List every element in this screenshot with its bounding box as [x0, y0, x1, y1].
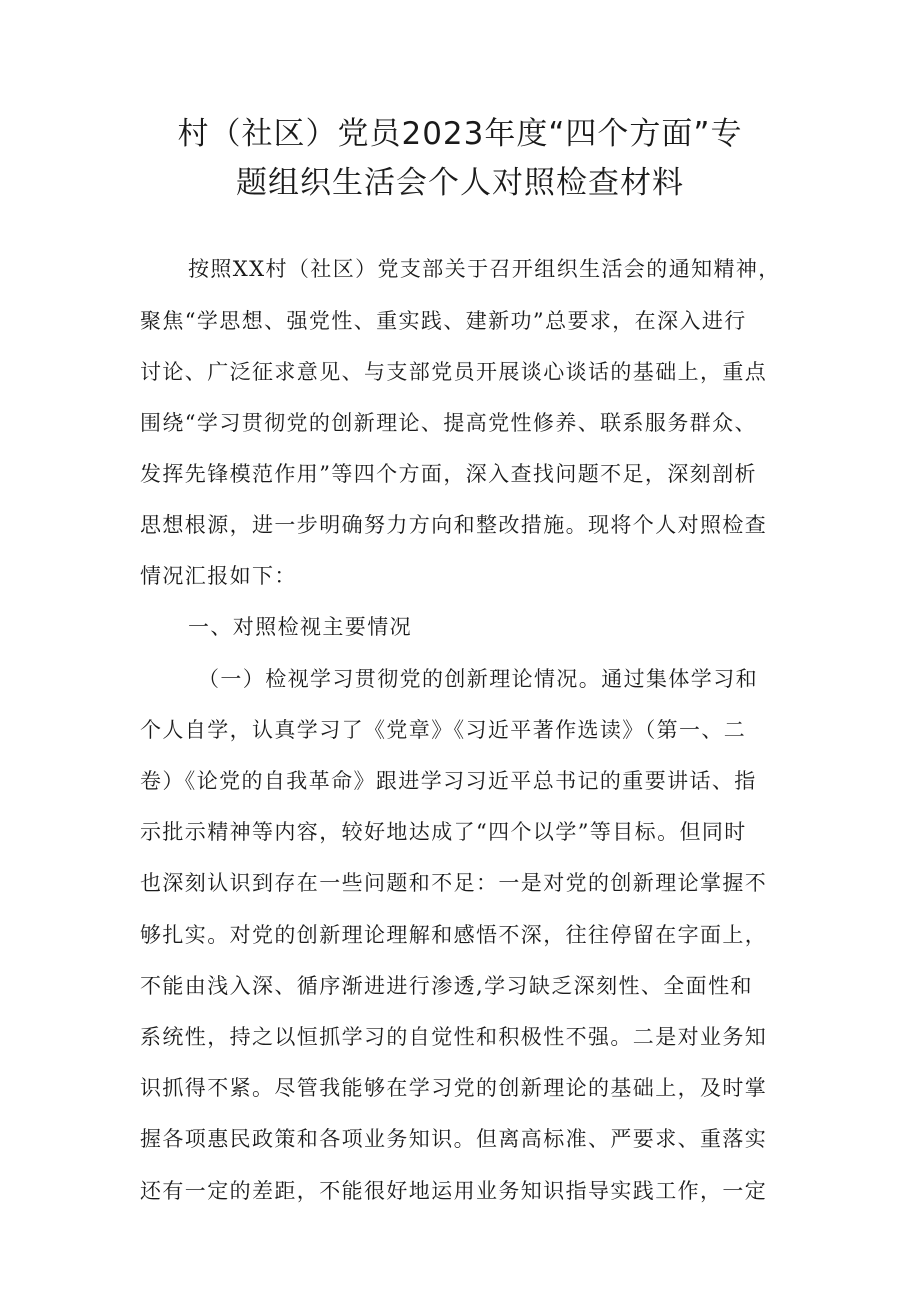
body-line-2: 聚焦“学思想、强党性、重实践、建新功”总要求，在深入进行 — [140, 309, 747, 333]
body-line-16: 系统性，持之以恒抓学习的自觉性和积极性不强。二是对业务知 — [140, 1025, 768, 1049]
body-line-13: 也深刻认识到存在一些问题和不足：一是对党的创新理论掌握不 — [140, 871, 768, 895]
subsection-heading-1: （一）检视学习贯彻党的创新理论情况。通过集体学习和 — [198, 667, 758, 691]
body-line-15: 不能由浅入深、循序渐进进行渗透,学习缺乏深刻性、全面性和 — [140, 974, 753, 998]
document-title-line-1: 村（社区）党员2023年度“四个方面”专 — [177, 116, 743, 152]
body-line-7: 情况汇报如下： — [140, 564, 297, 588]
body-line-12: 示批示精神等内容，较好地达成了“四个以学”等目标。但同时 — [140, 820, 747, 844]
body-line-17: 识抓得不紧。尽管我能够在学习党的创新理论的基础上，及时掌 — [140, 1076, 768, 1100]
body-line-10: 个人自学，认真学习了《党章》《习近平著作选读》（第一、二 — [140, 718, 747, 742]
body-line-14: 够扎实。对党的创新理论理解和感悟不深，往往停留在字面上， — [140, 923, 768, 947]
body-line-11: 卷）《论党的自我革命》跟进学习习近平总书记的重要讲话、指 — [140, 769, 757, 793]
document-title-line-2: 题组织生活会个人对照检查材料 — [236, 165, 684, 201]
body-line-3: 讨论、广泛征求意见、与支部党员开展谈心谈话的基础上，重点 — [140, 360, 768, 384]
section-heading-1: 一、对照检视主要情况 — [188, 615, 412, 639]
body-line-19: 还有一定的差距，不能很好地运用业务知识指导实践工作，一定 — [140, 1179, 768, 1203]
body-line-18: 握各项惠民政策和各项业务知识。但离高标准、严要求、重落实 — [140, 1127, 768, 1151]
body-line-1: 按照XX村（社区）党支部关于召开组织生活会的通知精神， — [188, 257, 781, 281]
body-line-5: 发挥先锋模范作用”等四个方面，深入查找问题不足，深刻剖析 — [140, 462, 757, 486]
body-line-4: 围绕“学习贯彻党的创新理论、提高党性修养、联系服务群众、 — [140, 411, 757, 435]
body-line-6: 思想根源，进一步明确努力方向和整改措施。现将个人对照检查 — [140, 513, 768, 537]
